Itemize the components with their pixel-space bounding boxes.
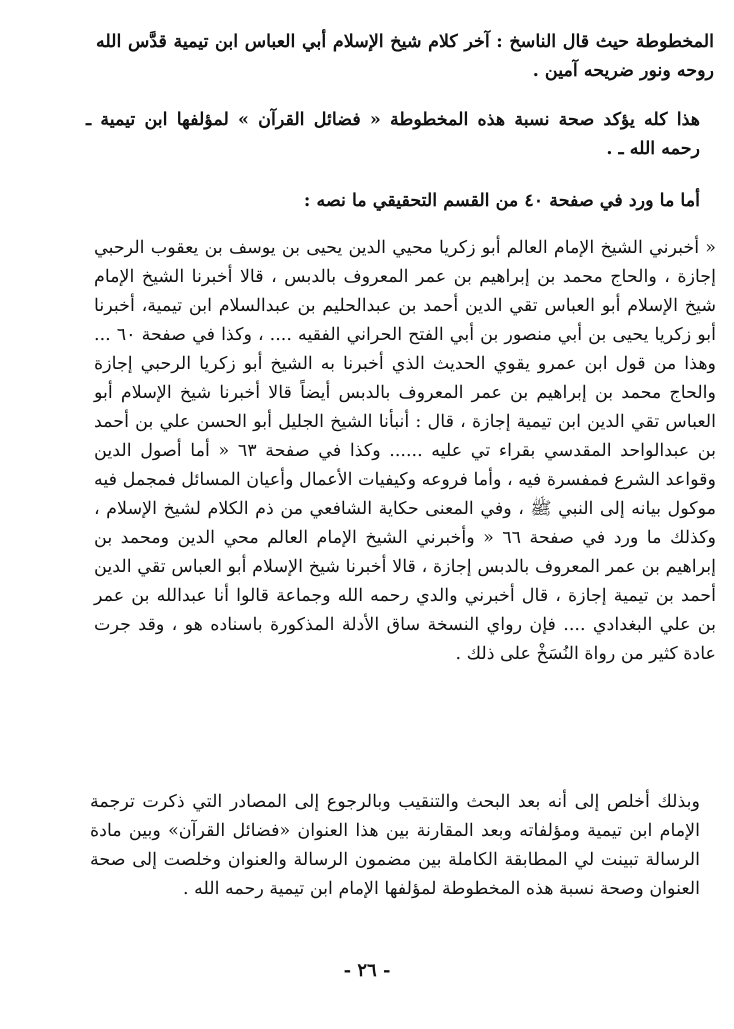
paragraph-manuscript-colophon: المخطوطة حيث قال الناسخ : آخر كلام شيخ الإسلام أبي العباس ابن تيمية قدَّس الله روحه ونور ضريحه آمين . — [96, 32, 714, 81]
paragraph-page-40-intro: أما ما ورد في صفحة ٤٠ من القسم التحقيقي ما نصه : — [303, 191, 700, 211]
paragraph-quoted-chains: « أخبرني الشيخ الإمام العالم أبو زكريا محيي الدين يحيى بن يوسف بن يعقوب الرحبي إجازة ، والحاج محمد بن إبراهيم بن عمر المعروف بالدبس ، قالا أخبرنا الشيخ الإمام شيخ الإسلام أبو العباس تقي الدين أحمد بن عبدالحليم بن عبدالسلام ابن تيمية، أخبرنا أبو زكريا يحيى بن أبي منصور بن أبي الفتح الحراني الفقيه .... ، وكذا في صفحة ٦٠ ... وهذا من قول ابن عمرو يقوي الحديث الذي أخبرنا به الشيخ أبو زكريا الرحبي إجازة والحاج محمد بن إبراهيم بن عمر المعروف بالدبس أيضاً قالا أخبرنا شيخ الإسلام أبو العباس تقي الدين ابن تيمية إجازة ، قال : أنبأنا الشيخ الجليل أبو الحسن علي بن أحمد بن عبدالواحد المقدسي بقراء تي عليه ...... وكذا في صفحة ٦٣ « أما أصول الدين وقواعد الشرع فمفسرة فيه ، وأما فروعه وكيفيات الأعمال وأعيان المسائل فمجمل فيه موكول بيانه إلى النبي ﷺ ، وفي المعنى حكاية الشافعي من ذم الكلام لشيخ الإسلام ، وكذلك ما ورد في صفحة ٦٦ « وأخبرني الشيخ الإمام العالم محي الدين ومحمد بن إبراهيم بن عمر المعروف بالدبس إجازة ، قالا أخبرنا شيخ الإسلام أبو العباس تقي الدين أحمد بن تيمية إجازة ، قال أخبرني والدي رحمه الله وجماعة قالوا أنا عبدالله بن عمر بن علي البغدادي .... فإن رواي النسخة ساق الأدلة المذكورة باسناده هو ، وقد جرت عادة كثير من رواة النُسَخْ على ذلك . — [94, 238, 716, 664]
paragraph-conclusion: وبذلك أخلص إلى أنه بعد البحث والتنقيب وبالرجوع إلى المصادر التي ذكرت ترجمة الإمام ابن تيمية ومؤلفاته وبعد المقارنة بين هذا العنوان «فضائل القرآن» وبين مادة الرسالة تبينت لي المطابقة الكاملة بين مضمون الرسالة والعنوان وخلصت إلى صحة العنوان وصحة نسبة هذه المخطوطة لمؤلفها الإمام ابن تيمية رحمه الله . — [90, 792, 700, 899]
page-number: - ٢٦ - — [343, 960, 391, 981]
paragraph-attribution-confirmation: هذا كله يؤكد صحة نسبة هذه المخطوطة « فضائل القرآن » لمؤلفها ابن تيمية ـ رحمه الله ـ . — [86, 110, 700, 159]
